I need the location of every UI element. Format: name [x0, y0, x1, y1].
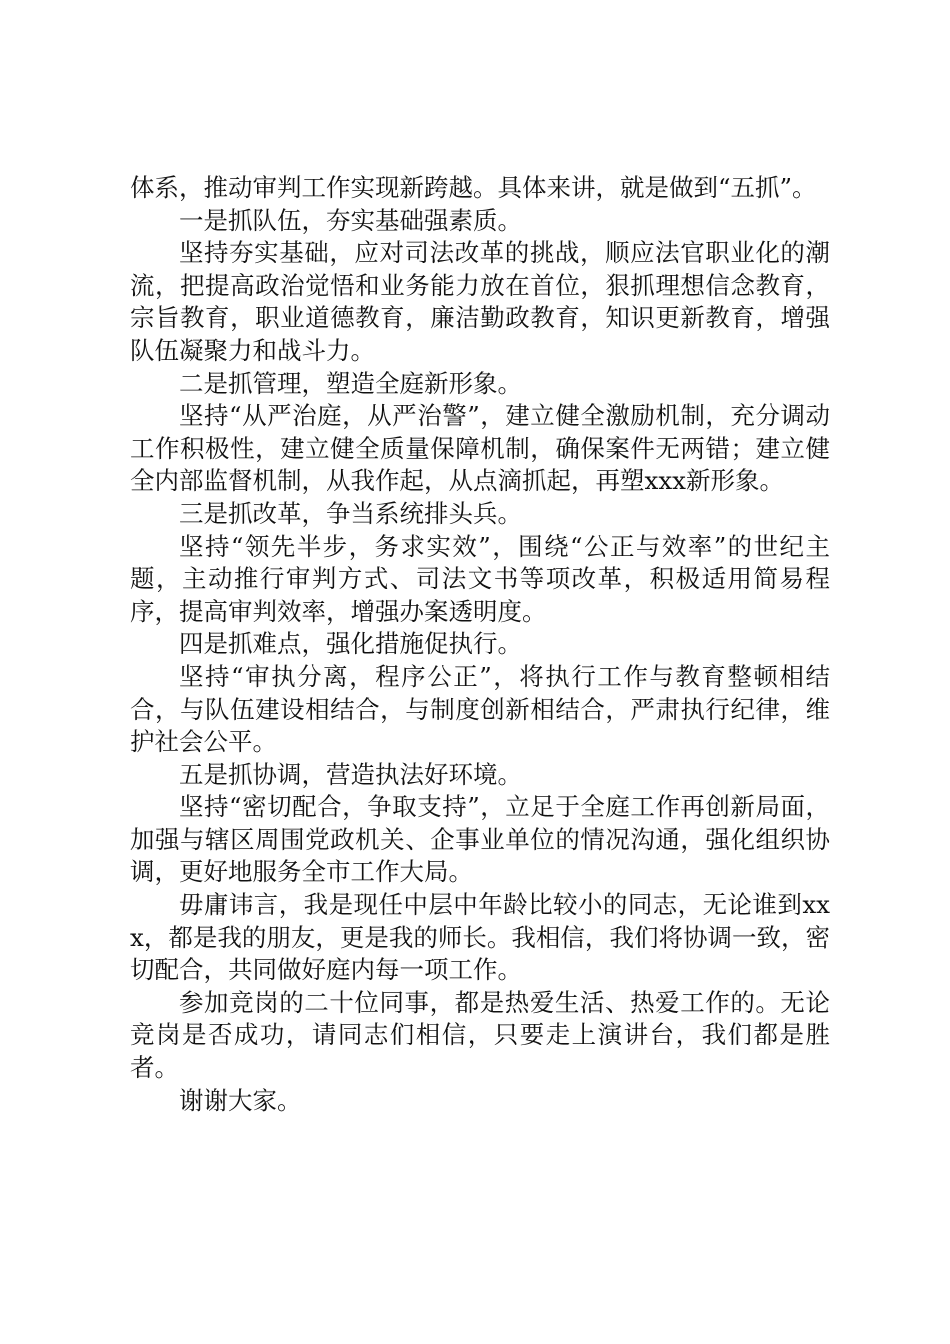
paragraph: 坚持“领先半步，务求实效”，围绕“公正与效率”的世纪主题，主动推行审判方式、司法文书等项改革，积极适用简易程序，提高审判效率，增强办案透明度。 — [130, 531, 830, 626]
paragraph: 坚持夯实基础，应对司法改革的挑战，顺应法官职业化的潮流，把提高政治觉悟和业务能力放在首位，狠抓理想信念教育，宗旨教育，职业道德教育，廉洁勤政教育，知识更新教育，增强队伍凝聚力和战斗力。 — [130, 238, 830, 365]
closing-line: 谢谢大家。 — [179, 1085, 302, 1115]
paragraph: 毋庸讳言，我是现任中层中年龄比较小的同志，无论谁到xxx，都是我的朋友，更是我的师长。我相信，我们将协调一致，密切配合，共同做好庭内每一项工作。 — [130, 890, 830, 985]
paragraph: 坚持“从严治庭，从严治警”，建立健全激励机制，充分调动工作积极性，建立健全质量保障机制，确保案件无两错；建立健全内部监督机制，从我作起，从点滴抓起，再塑xxx新形象。 — [130, 401, 830, 496]
paragraph: 坚持“密切配合，争取支持”，立足于全庭工作再创新局面，加强与辖区周围党政机关、企事业单位的情况沟通，强化组织协调，更好地服务全市工作大局。 — [130, 792, 830, 887]
section-heading: 二是抓管理，塑造全庭新形象。 — [179, 368, 522, 398]
paragraph: 参加竞岗的二十位同事，都是热爱生活、热爱工作的。无论竞岗是否成功，请同志们相信，只要走上演讲台，我们都是胜者。 — [130, 987, 830, 1083]
paragraph: 体系，推动审判工作实现新跨越。具体来讲，就是做到“五抓”。 — [130, 173, 817, 202]
section-heading: 四是抓难点，强化措施促执行。 — [179, 629, 522, 659]
document-body — [130, 172, 830, 1117]
section-heading: 五是抓协调，营造执法好环境。 — [179, 759, 522, 789]
section-heading: 一是抓队伍，夯实基础强素质。 — [179, 205, 522, 235]
section-heading: 三是抓改革，争当系统排头兵。 — [179, 498, 522, 528]
paragraph: 坚持“审执分离，程序公正”，将执行工作与教育整顿相结合，与队伍建设相结合，与制度创新相结合，严肃执行纪律，维护社会公平。 — [130, 661, 830, 757]
